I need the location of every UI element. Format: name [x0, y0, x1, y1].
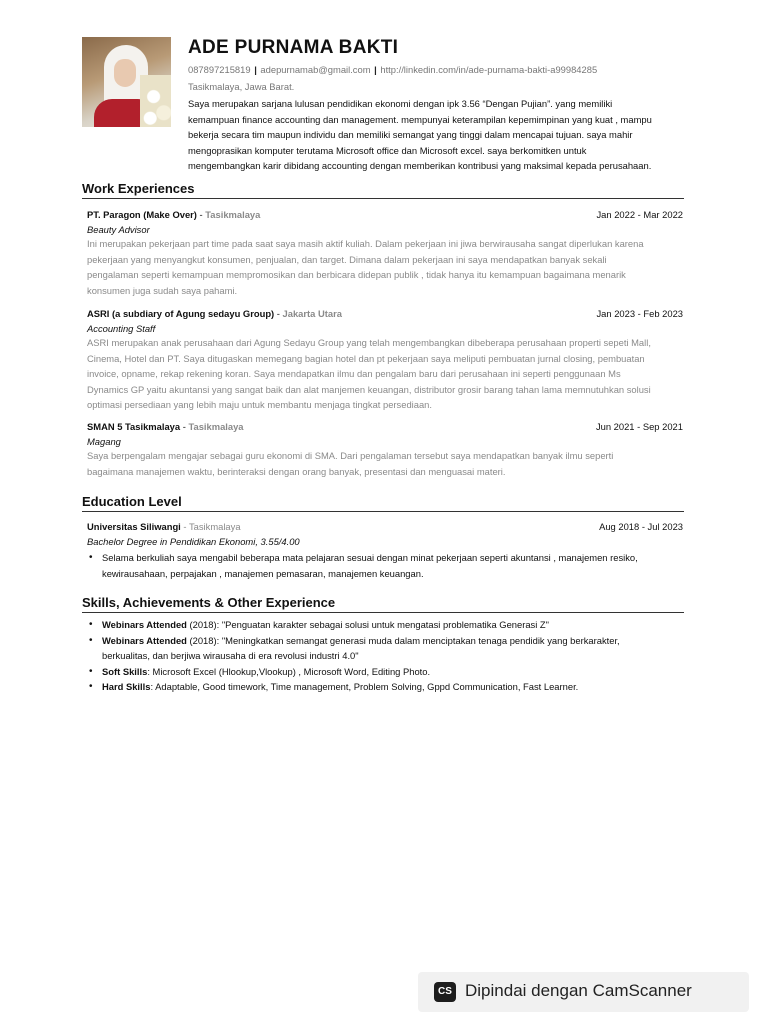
employment-dates: Jan 2023 - Feb 2023: [596, 308, 683, 319]
description-line: Saya berpengalam mengajar sebagai guru ekonomi di SMA. Dari pengalaman tersebut saya mendapatkan banyak ilmu seperti: [87, 450, 614, 461]
job-description: [87, 335, 683, 413]
skill-detail: : Microsoft Excel (Hlookup,Vlookup) , Microsoft Word, Editing Photo.: [147, 665, 431, 677]
profile-summary: [188, 96, 688, 174]
separator: |: [254, 64, 257, 75]
employer-name: PT. Paragon (Make Over): [87, 209, 197, 220]
institution-location: Tasikmalaya: [188, 521, 241, 532]
skill-label: Hard Skills: [102, 681, 151, 693]
work-entry: PT. Paragon (Make Over) - Tasikmalaya Jan 2022 - Mar 2022 Beauty Advisor Ini merupakan pekerjaan part time pada saat saya masih aktif kuliah. Dalam pekerjaan ini jiwa berwirausaha sangat diperlukan karena pekerjaan yang menyangkut konsumen, penjualan, dan target. Dimana dalam pekerjaan ini saya mendapatkan banyak sekali pengalaman seperti kemampuan mempromosikan dan berbicara didepan publik , tidak hanya itu kemampuan bagaimana menarik konsumen juga sudah saya pahami.: [87, 209, 683, 298]
employment-dates: Jun 2021 - Sep 2021: [595, 421, 683, 432]
employer-name: SMAN 5 Tasikmalaya: [87, 421, 181, 432]
job-title: Beauty Advisor: [87, 224, 150, 235]
study-dates: Aug 2018 - Jul 2023: [599, 521, 683, 532]
education-entry: Universitas Siliwangi - Tasikmalaya Aug 2018 - Jul 2023 Bachelor Degree in Pendidikan Ekonomi, 3.55/4.00 • Selama berkuliah saya mengabil beberapa mata pelajaran sesuai dengan minat pekerjaan seperti akuntansi , manajemen resiko, kewirausahaan, perpajakan , manajemen pemasaran, manajemen keuangan.: [87, 521, 683, 581]
list-item: [87, 550, 683, 581]
candidate-name: ADE PURNAMA BAKTI: [188, 37, 399, 58]
skills-entry: [87, 617, 683, 695]
employer-location: Tasikmalaya: [188, 421, 244, 432]
summary-line: mengoprasikan komputer terutama Microsoft office dan Microsoft excel. saya berkomitken untuk: [188, 144, 587, 156]
linkedin-link[interactable]: http://linkedin.com/in/ade-purnama-bakti-a99984285: [380, 64, 598, 75]
skill-label: Soft Skills: [102, 665, 148, 677]
skill-label: Webinars Attended: [102, 619, 187, 630]
note-line: kewirausahaan, perpajakan , manajemen pemasaran, manajemen keuangan.: [102, 567, 424, 579]
skill-label: Webinars Attended: [102, 634, 187, 646]
job-title: Magang: [87, 436, 121, 447]
description-line: optimasi persediaan yang lebih maju untuk membantu menjaga tingkat persediaan.: [87, 399, 433, 411]
description-line: pengalaman seperti kemampuan mempromosikan dan berbicara didepan publik , tidak hanya itu kemampuan bagaimana menarik: [87, 269, 626, 281]
section-divider: [82, 198, 684, 199]
job-description: [87, 448, 683, 479]
job-description: [87, 236, 683, 298]
camscanner-logo-icon: CS: [434, 982, 456, 1002]
employer-location: Tasikmalaya: [205, 209, 261, 220]
skill-detail: : Adaptable, Good timework, Time management, Problem Solving, Gppd Communication, Fast Learner.: [150, 681, 579, 693]
section-divider: [82, 511, 684, 512]
degree-title: Bachelor Degree in Pendidikan Ekonomi, 3.55/4.00: [87, 536, 300, 547]
work-entry: ASRI (a subdiary of Agung sedayu Group) - Jakarta Utara Jan 2023 - Feb 2023 Accounting Staff ASRI merupakan anak perusahaan dari Agung Sedayu Group yang telah mengembangkan dibeberapa perusahaan properti sepeti Mall, Cinema, Hotel dan PT. Saya ditugaskan memegang bagian hotel dan pt pekerjaan saya meliputi pembuatan jurnal closing, pembuatan invoice, opname, rekap rekening koran. Saya mendapatkan ilmu dan pengalam baru dari perusahaan ini seperti penggunaan Ms Dynamics GP yaitu akuntansi yang sangat baik dan alat manjemen keuangan, distributor grosir barang tahan lama memnutuhkan solusi optimasi persediaan yang lebih maju untuk membantu menjaga tingkat persediaan.: [87, 308, 683, 413]
description-line: pekerjaan yang menyangkut konsumen, penjualan, dan target. Dimana dalam pekerjaan ini saya mendapatkan banyak sekali: [87, 253, 607, 265]
skill-detail: (2018): "Penguatan karakter sebagai solusi untuk mengatasi problematika Generasi Z": [186, 619, 549, 630]
summary-line: Saya merupakan sarjana lulusan pendidikan ekonomi dengan ipk 3.56 “Dengan Pujian”. yang memiliki: [188, 98, 613, 109]
description-line: invoice, opname, rekap rekening koran. Saya mendapatkan ilmu dan pengalam baru dari perusahaan ini seperti penggunaan Ms: [87, 368, 621, 380]
description-line: Ini merupakan pekerjaan part time pada saat saya masih aktif kuliah. Dalam pekerjaan ini jiwa berwirausaha sangat diperlukan karena: [87, 238, 644, 249]
email-address[interactable]: adepurnamab@gmail.com: [260, 64, 371, 75]
summary-line: bekerja secara tim maupun individu dan memiliki semangat yang tinggi dalam mencapai tujuan. saya mahir: [188, 129, 633, 141]
work-section-title: Work Experiences: [82, 181, 195, 196]
description-line: bagaimana manajemen waktu, berinteraksi dengan orang banyak, presentasi dan menguasai materi.: [87, 465, 506, 477]
institution-name: Universitas Siliwangi: [87, 521, 181, 532]
job-title: Accounting Staff: [87, 323, 156, 334]
watermark-text: Dipindai dengan CamScanner: [465, 981, 692, 1000]
skills-list: [87, 617, 683, 695]
scanner-watermark: [418, 972, 749, 1012]
candidate-location: Tasikmalaya, Jawa Barat.: [188, 81, 295, 92]
skills-section-title: Skills, Achievements & Other Experience: [82, 595, 336, 610]
description-line: Cinema, Hotel dan PT. Saya ditugaskan memegang bagian hotel dan pt pekerjaan saya meliputi pembuatan jurnal closing, pembuatan: [87, 352, 645, 364]
contact-line: [188, 64, 597, 75]
work-entry: SMAN 5 Tasikmalaya - Tasikmalaya Jun 2021 - Sep 2021 Magang Saya berpengalam mengajar sebagai guru ekonomi di SMA. Dari pengalaman tersebut saya mendapatkan banyak ilmu seperti bagaimana manajemen waktu, berinteraksi dengan orang banyak, presentasi dan menguasai materi.: [87, 421, 683, 479]
list-item: [87, 679, 683, 695]
summary-line: mengembangkan karir dibidang accounting dengan memberikan kontribusi yang maksimal kepada perusahaan.: [188, 160, 652, 172]
skill-detail: berkualitas, dan berjiwa wirausaha di era revolusi industri 4.0": [102, 650, 359, 662]
note-line: • Selama berkuliah saya mengabil beberapa mata pelajaran sesuai dengan minat pekerjaan seperti akuntansi , manajemen resiko,: [102, 552, 638, 563]
skill-detail: (2018): "Meningkatkan semangat generasi muda dalam menciptakan tenaga pendidik yang berkarakter,: [186, 634, 620, 646]
description-line: Dynamics GP yaitu akuntansi yang sangat baik dan alat manjemen keuangan, distributor grosir barang tahan lama memnutuhkan solusi: [87, 383, 651, 395]
employer-location: Jakarta Utara: [282, 308, 342, 319]
section-divider: [82, 612, 684, 613]
list-item: [87, 633, 683, 664]
list-item: [87, 664, 683, 680]
education-notes: [87, 550, 683, 581]
employment-dates: Jan 2022 - Mar 2022: [596, 209, 683, 220]
description-line: konsumen juga sudah saya pahami.: [87, 284, 238, 296]
phone-number: 087897215819: [188, 64, 251, 75]
summary-line: kemampuan finance accounting dan management. mempunyai keterampilan kepemimpinan yang kuat , mampu: [188, 113, 652, 125]
profile-photo: [82, 37, 171, 127]
separator: |: [374, 64, 377, 75]
description-line: ASRI merupakan anak perusahaan dari Agung Sedayu Group yang telah mengembangkan dibeberapa perusahaan properti sepeti Mall,: [87, 337, 651, 348]
list-item: [87, 617, 683, 633]
employer-name: ASRI (a subdiary of Agung sedayu Group): [87, 308, 275, 319]
education-section-title: Education Level: [82, 494, 182, 509]
